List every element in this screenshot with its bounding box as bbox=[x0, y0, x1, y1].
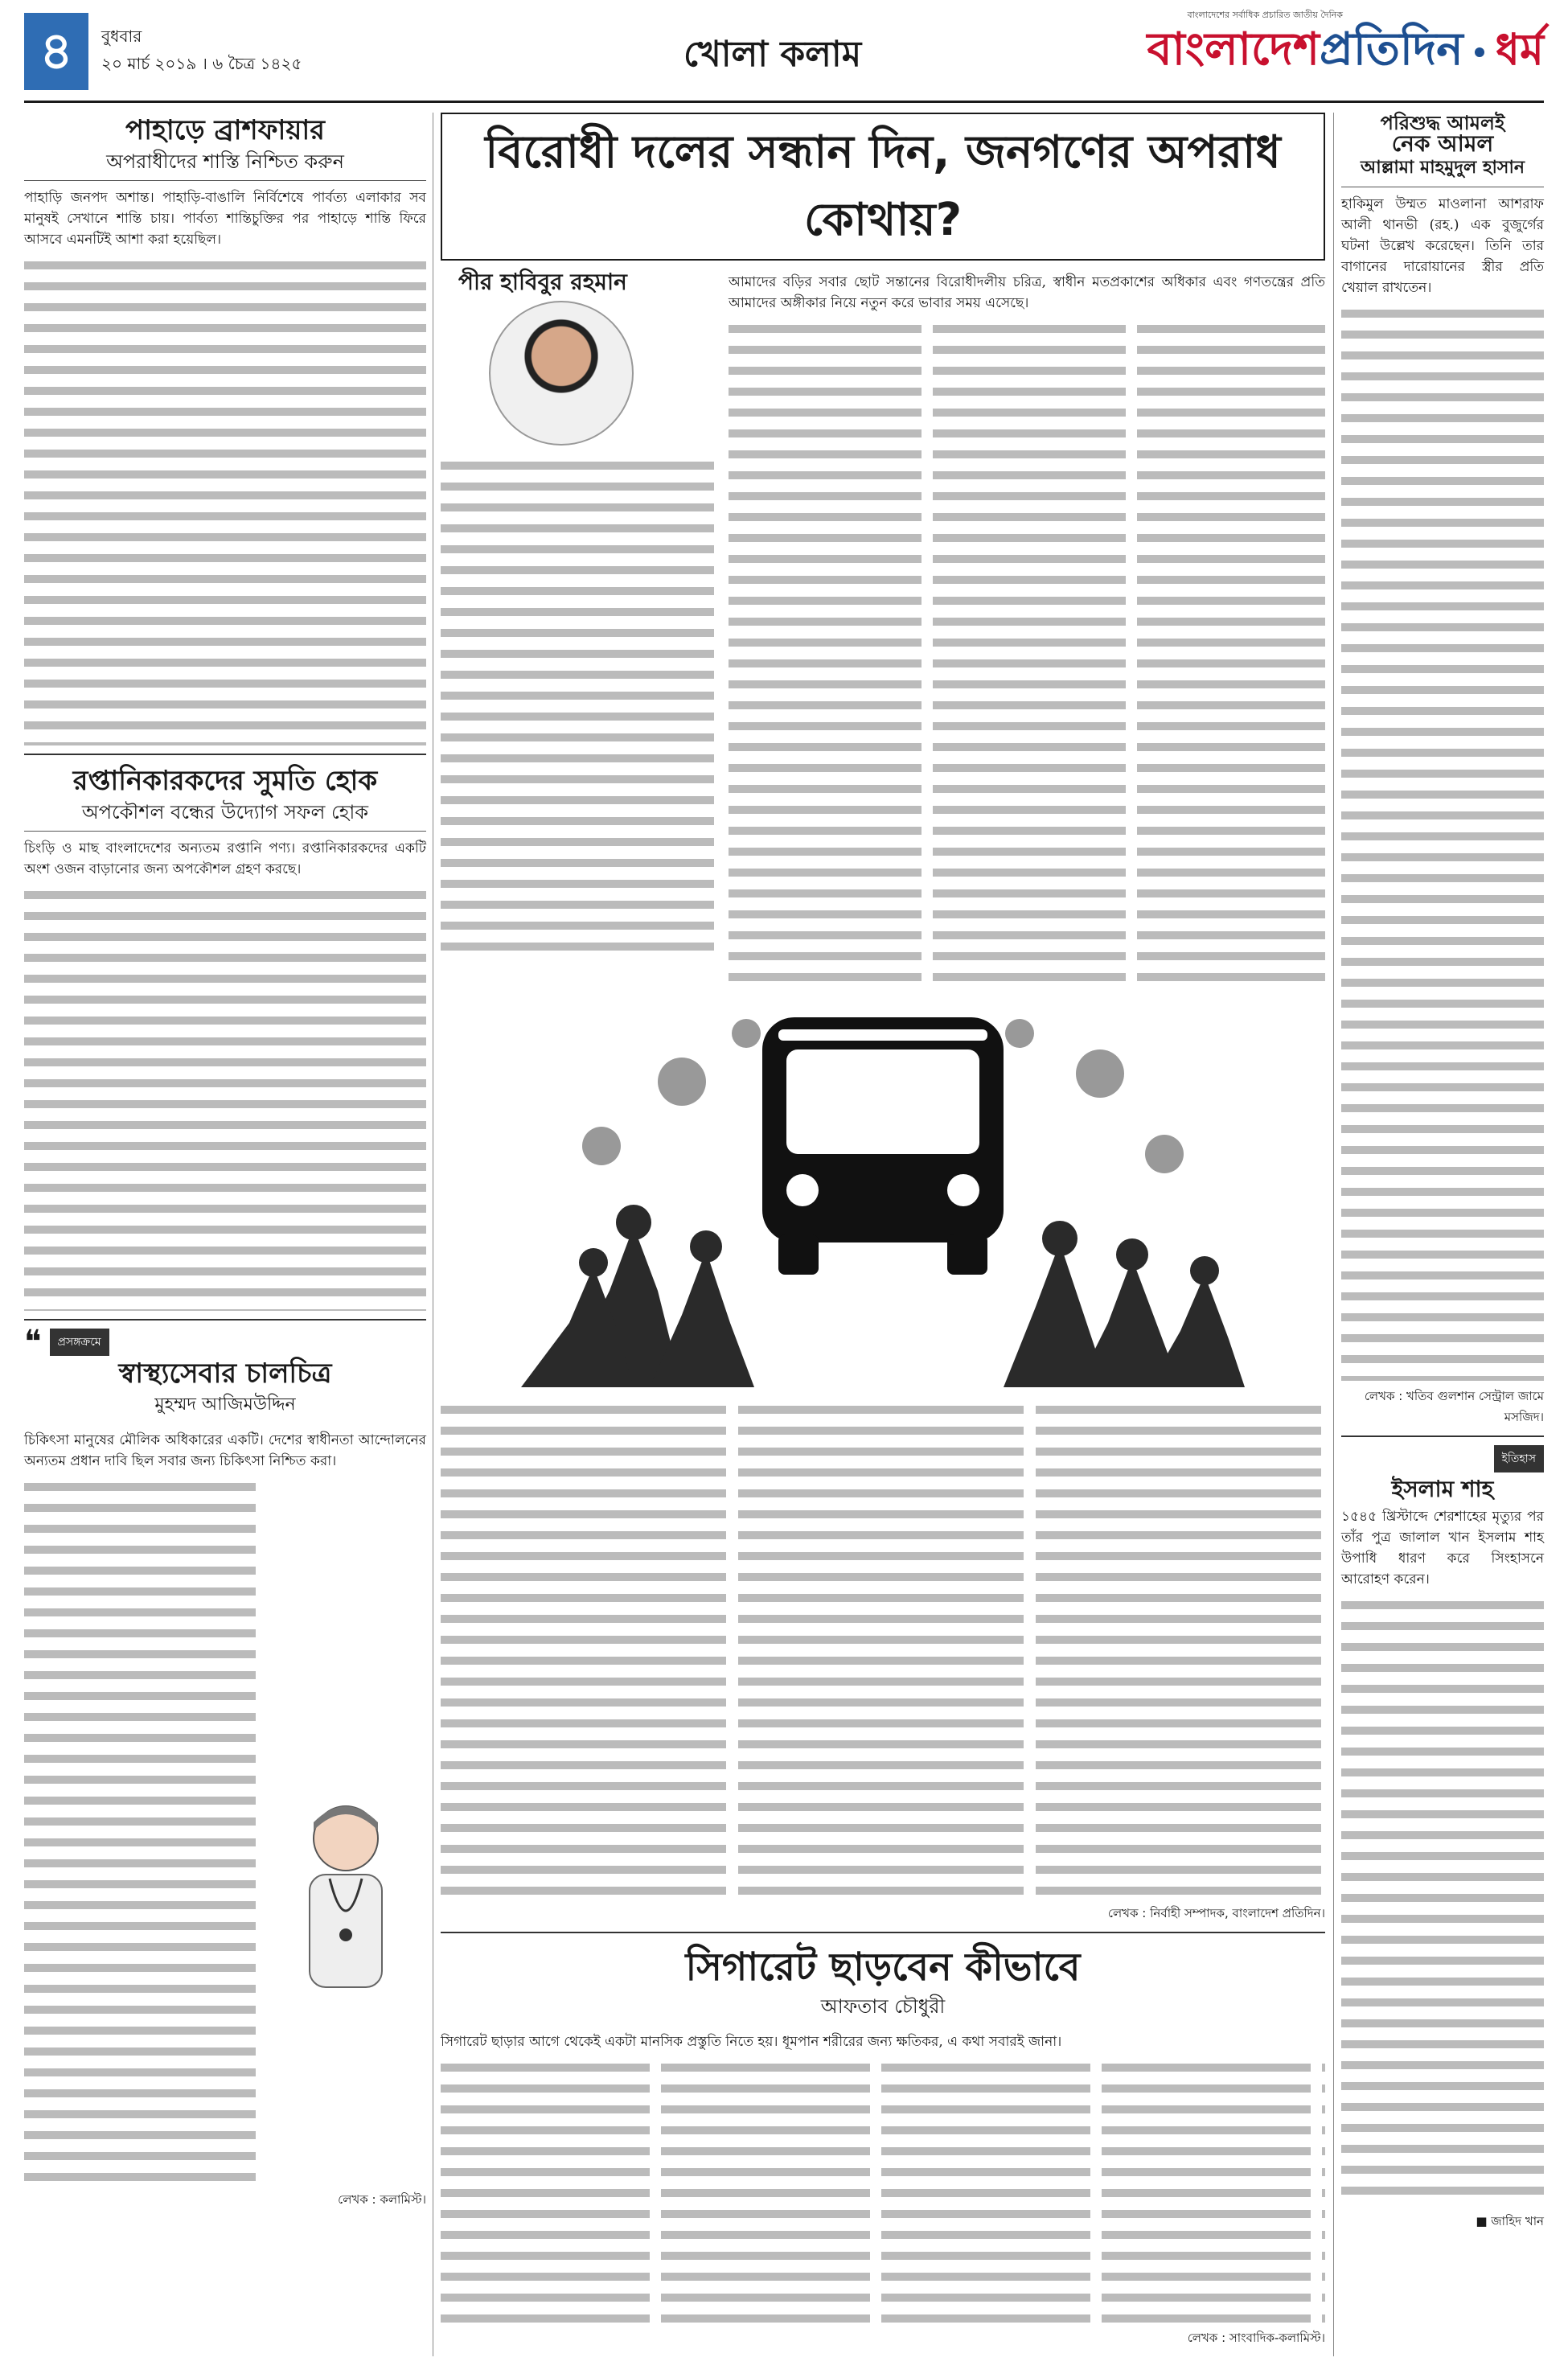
history-header bbox=[1341, 1445, 1544, 1472]
body-text-block bbox=[24, 885, 426, 1311]
doctor-illustration bbox=[265, 1782, 426, 2023]
column-divider bbox=[1333, 113, 1334, 2356]
masthead bbox=[24, 8, 1544, 98]
main-author: পীর হাবিবুর রহমান bbox=[458, 269, 627, 295]
column-author: মুহম্মদ আজিমউদ্দিন bbox=[154, 1394, 296, 1415]
editorial-kicker: পাহাড়ে ব্রাশফায়ার bbox=[125, 114, 325, 146]
main-continued bbox=[441, 1399, 1325, 2348]
section-divider bbox=[24, 754, 426, 755]
body-text-block bbox=[441, 455, 714, 954]
column-chip: প্রসঙ্গক্রমে bbox=[50, 1329, 109, 1356]
section-divider bbox=[441, 1932, 1325, 1933]
body-text-block bbox=[1341, 1595, 1544, 2206]
column-title: স্বাস্থ্যসেবার চালচিত্র bbox=[118, 1357, 332, 1390]
column-header bbox=[24, 1324, 426, 1361]
feature-body: হাকিমুল উম্মত মাওলানা আশরাফ আলী থানভী (রহ.) এক বুজুর্গের ঘটনা উল্লেখ করেছেন। তিনি তার বাগানের দারোয়ানের স্ত্রীর প্রতি খেয়াল রাখতেন। bbox=[1341, 196, 1544, 296]
column-credit: লেখক : কলামিস্ট। bbox=[338, 2192, 426, 2207]
doctor-icon bbox=[265, 1782, 426, 2023]
editorial-exporters bbox=[24, 763, 426, 1311]
brand-tagline: বাংলাদেশের সর্বাধিক প্রচারিত জাতীয় দৈনিক bbox=[1187, 10, 1343, 20]
brand bbox=[1147, 16, 1544, 88]
column-health bbox=[24, 1324, 426, 2210]
section-divider bbox=[1341, 1435, 1544, 1437]
sub-article-body: সিগারেট ছাড়ার আগে থেকেই একটা মানসিক প্রস্তুতি নিতে হয়। ধূমপান শরীরের জন্য ক্ষতিকর, এ কথা সবারই জানা। bbox=[441, 2034, 1062, 2050]
feature-title: নেক আমল bbox=[1391, 130, 1494, 157]
logo-part-2: প্রতিদিন bbox=[1320, 23, 1463, 76]
editorial-hill bbox=[24, 113, 426, 745]
bus-crowd-icon bbox=[441, 985, 1325, 1387]
sub-article-credit: লেখক : সাংবাদিক-কলামিস্ট। bbox=[1187, 2331, 1325, 2345]
history-body: ১৫৪৫ খ্রিস্টাব্দে শেরশাহের মৃত্যুর পর তাঁর পুত্র জালাল খান ইসলাম শাহ উপাধি ধারণ করে সিংহাসনে আরোহণ করেন। bbox=[1341, 1509, 1544, 1587]
author-photo bbox=[489, 301, 634, 446]
sub-article-cigarette bbox=[441, 1941, 1325, 2348]
column-body: চিকিৎসা মানুষের মৌলিক অধিকারের একটি। দেশের স্বাধীনতা আন্দোলনের অন্যতম প্রধান দাবি ছিল সবার জন্য চিকিৎসা নিশ্চিত করা। bbox=[24, 1432, 426, 1469]
newspaper-logo bbox=[1147, 14, 1463, 90]
column-body-wrap bbox=[24, 1477, 426, 2184]
editorial-body: চিংড়ি ও মাছ বাংলাদেশের অন্যতম রপ্তানি পণ্য। রপ্তানিকারকদের একটি অংশ ওজন বাড়ানোর জন্য অপকৌশল গ্রহণ করছে। bbox=[24, 840, 426, 877]
separator-dot-icon bbox=[1475, 47, 1484, 57]
body-text-block bbox=[441, 1399, 1325, 1898]
body-text-block bbox=[1341, 303, 1544, 1381]
page-number: ৪ bbox=[24, 13, 88, 90]
author-block bbox=[441, 261, 714, 1002]
left-column bbox=[24, 113, 426, 2210]
main-column bbox=[441, 113, 1325, 1002]
main-body-columns bbox=[729, 261, 1325, 1002]
top-rule bbox=[24, 101, 1544, 103]
editorial-kicker: রপ্তানিকারকদের সুমতি হোক bbox=[72, 765, 378, 797]
history-title: ইসলাম শাহ bbox=[1391, 1476, 1494, 1502]
history-chip: ইতিহাস bbox=[1494, 1445, 1544, 1472]
main-article bbox=[441, 261, 1325, 1002]
main-headline: বিরোধী দলের সন্ধান দিন, জনগণের অপরাধ কোথায়? bbox=[441, 113, 1325, 261]
body-text-block bbox=[729, 318, 1325, 1002]
body-text-block bbox=[24, 1477, 256, 2184]
date-block bbox=[101, 23, 302, 77]
editorial-body: পাহাড়ি জনপদ অশান্ত। পাহাড়ি-বাঙালি নির্বিশেষে পার্বত্য এলাকার সব মানুষই সেখানে শান্তি চায়। পার্বত্য শান্তিচুক্তির পর পাহাড়ে শান্তি ফিরে আসবে এমনটিই আশা করা হয়েছিল। bbox=[24, 190, 426, 248]
main-body-lead: আমাদের বড়ির সবার ছোট সন্তানের বিরোধীদলীয় চরিত্র, স্বাধীন মতপ্রকাশের অধিকার এবং গণতন্ত্রের প্রতি আমাদের অঙ্গীকার নিয়ে নতুন করে ভাবার সময় এসেছে। bbox=[729, 274, 1325, 311]
feature-amal bbox=[1341, 113, 1544, 1427]
page-section-label: ধর্ম bbox=[1495, 24, 1544, 75]
feature-author: আল্লামা মাহমুদুল হাসান bbox=[1341, 154, 1544, 187]
body-text-block bbox=[24, 255, 426, 745]
feature-kicker: পরিশুদ্ধ আমলই bbox=[1380, 112, 1505, 134]
quote-icon: ❝ bbox=[24, 1324, 42, 1361]
logo-part-1: বাংলাদেশ bbox=[1147, 23, 1320, 76]
crowd-bus-illustration bbox=[441, 985, 1325, 1387]
sub-article-title: সিগারেট ছাড়বেন কীভাবে bbox=[685, 1945, 1081, 1990]
section-divider bbox=[24, 1319, 426, 1320]
body-text-block bbox=[441, 2057, 1325, 2323]
history-column bbox=[1341, 1445, 1544, 2232]
editorial-title: অপকৌশল বন্ধের উদ্যোগ সফল হোক bbox=[24, 799, 426, 832]
editorial-title: অপরাধীদের শাস্তি নিশ্চিত করুন bbox=[24, 148, 426, 181]
main-credit: লেখক : নির্বাহী সম্পাদক, বাংলাদেশ প্রতিদিন। bbox=[1107, 1906, 1325, 1920]
day-label: বুধবার bbox=[101, 27, 142, 46]
sub-article-author: আফতাব চৌধুরী bbox=[820, 1995, 946, 2018]
feature-credit: লেখক : খতিব গুলশান সেন্ট্রাল জামে মসজিদ। bbox=[1364, 1389, 1544, 1424]
section-title: খোলা কলাম bbox=[683, 34, 862, 75]
history-credit: ■ জাহিদ খান bbox=[1476, 2214, 1544, 2228]
bus-icon bbox=[762, 1017, 1004, 1275]
date-label: ২০ মার্চ ২০১৯ । ৬ চৈত্র ১৪২৫ bbox=[101, 54, 302, 73]
right-column bbox=[1341, 113, 1544, 2232]
